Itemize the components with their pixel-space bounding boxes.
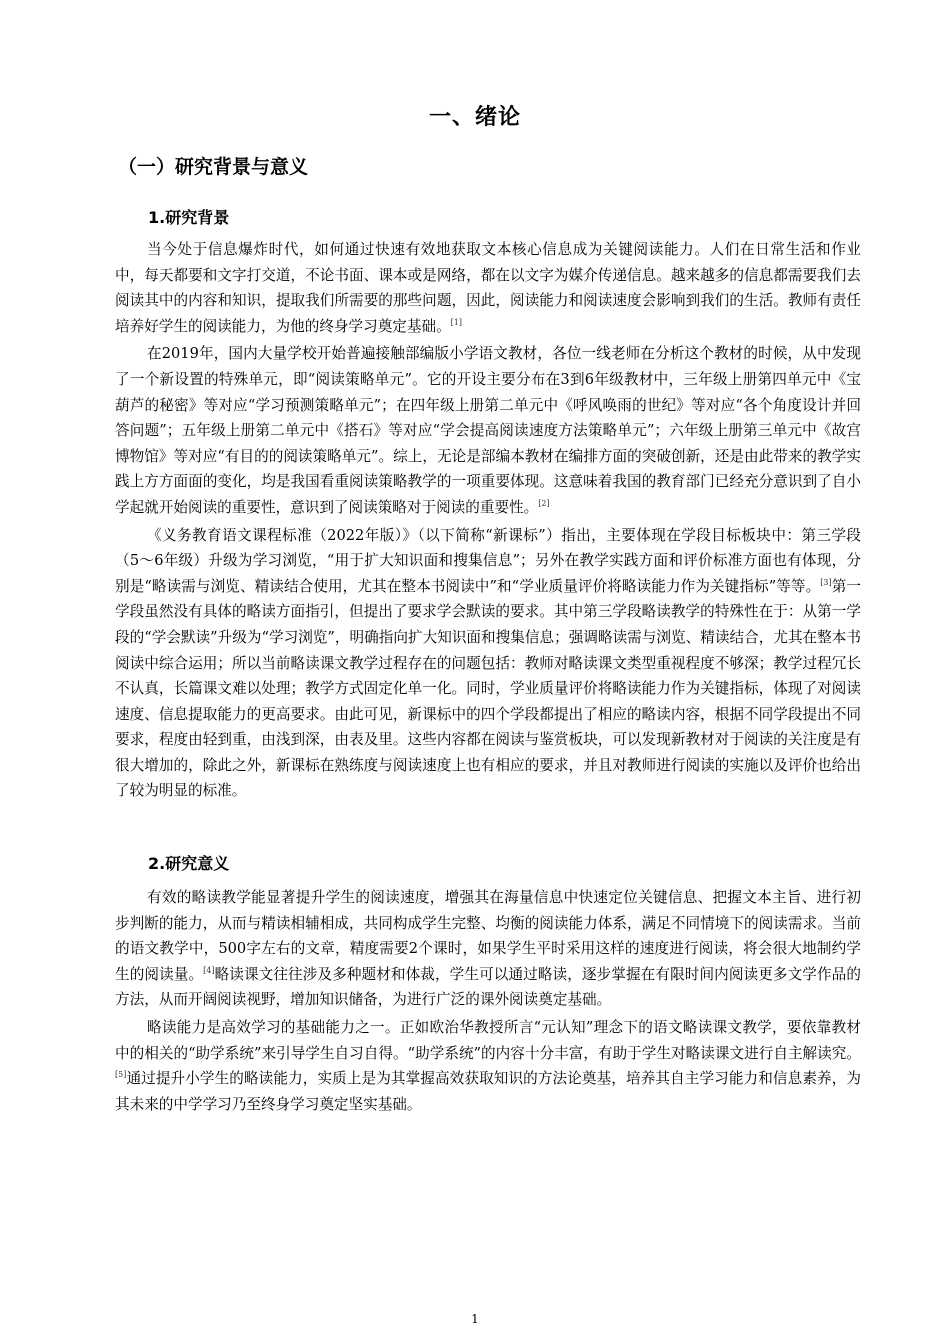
subsection-title-background: 1.研究背景 [148,208,230,227]
paragraph: 《义务教育语文课程标准（2022年版）》（以下简称“新课标”）指出，主要体现在学段目标板块中：第三学段（5～6年级）升级为学习浏览，“用于扩大知识面和搜集信息”；另外在教学实践方面和评价标准方面也有体现，分别是“略读需与浏览、精读结合使用，尤其在整本书阅读中”和“学业质量评价将略读能力作为关键指标”等等。[3]第一学段虽然没有具体的略读方面指引，但提出了要求学会默读的要求。其中第三学段略读教学的特殊性在于：从第一学段的“学会默读”升级为“学习浏览”，明确指向扩大知识面和搜集信息；强调略读需与浏览、精读结合，尤其在整本书阅读中综合运用；所以当前略读课文教学过程存在的问题包括：教师对略读课文类型重视程度不够深；教学过程冗长不认真，长篇课文难以处理；教学方式固定化单一化。同时，学业质量评价将略读能力作为关键指标，体现了对阅读速度、信息提取能力的更高要求。由此可见，新课标中的四个学段都提出了相应的略读内容，根据不同学段提出不同要求，程度由轻到重，由浅到深，由表及里。这些内容都在阅读与鉴赏板块，可以发现新教材对于阅读的关注度是有很大增加的，除此之外，新课标在熟练度与阅读速度上也有相应的要求，并且对教师进行阅读的实施以及评价也给出了较为明显的标准。 [115,526,861,800]
paragraph: 当今处于信息爆炸时代，如何通过快速有效地获取文本核心信息成为关键阅读能力。人们在日常生活和作业中，每天都要和文字打交道，不论书面、课本或是网络，都在以文字为媒介传递信息。越来越多的信息都需要我们去阅读其中的内容和知识，提取我们所需要的那些问题，因此，阅读能力和阅读速度会影响到我们的生活。教师有责任培养好学生的阅读能力，为他的终身学习奠定基础。[1] [115,241,861,335]
background-paragraphs [115,237,861,804]
citation-mark: [5] [115,1070,127,1080]
chapter-title: 一、绪论 [428,105,521,130]
paragraph: 略读能力是高效学习的基础能力之一。正如欧治华教授所言“元认知”理念下的语文略读课文教学，要依靠教材中的相关的“助学系统”来引导学生自习自得。“助学系统”的内容十分丰富，有助于学生对略读课文进行自主解读究。[5]通过提升小学生的略读能力，实质上是为其掌握高效获取知识的方法论奠基，培养其自主学习能力和信息素养，为其未来的中学学习乃至终身学习奠定坚实基础。 [115,1018,861,1113]
significance-paragraphs [115,885,861,1117]
subsection-title-significance: 2.研究意义 [148,854,230,873]
citation-mark: [2] [538,499,550,509]
citation-mark: [1] [450,317,463,327]
paragraph: 在2019年，国内大量学校开始普遍接触部编版小学语文教材，各位一线老师在分析这个教材的时候，从中发现了一个新设置的特殊单元，即“阅读策略单元”。它的开设主要分布在3到6年级教材中，三年级上册第四单元中《宝葫芦的秘密》等对应“学习预测策略单元”；在四年级上册第二单元中《呼风唤雨的世纪》等对应“各个角度设计并回答问题”；五年级上册第二单元中《搭石》等对应“学会提高阅读速度方法策略单元”；六年级上册第三单元中《故宫博物馆》等对应“有目的的阅读策略单元”。综上，无论是部编本教材在编排方面的突破创新，还是由此带来的教学实践上方方面面的变化，均是我国看重阅读策略教学的一项重要体现。这意味着我国的教育部门已经充分意识到了自小学起就开始阅读的重要性，意识到了阅读策略对于阅读的重要性。[2] [115,345,861,516]
paragraph: 有效的略读教学能显著提升学生的阅读速度，增强其在海量信息中快速定位关键信息、把握文本主旨、进行初步判断的能力，从而与精读相辅相成，共同构成学生完整、均衡的阅读能力体系，满足不同情境下的阅读需求。当前的语文教学中，500字左右的文章，精度需要2个课时，如果学生平时采用这样的速度进行阅读，将会很大地制约学生的阅读量。[4]略读课文往往涉及多种题材和体裁，学生可以通过略读，逐步掌握在有限时间内阅读更多文学作品的方法，从而开阔阅读视野，增加知识储备，为进行广泛的课外阅读奠定基础。 [115,889,861,1009]
citation-mark: [4] [203,965,215,975]
section-title: （一）研究背景与意义 [118,156,309,178]
page-number: 1 [471,1312,479,1326]
citation-mark: [3] [820,577,832,587]
